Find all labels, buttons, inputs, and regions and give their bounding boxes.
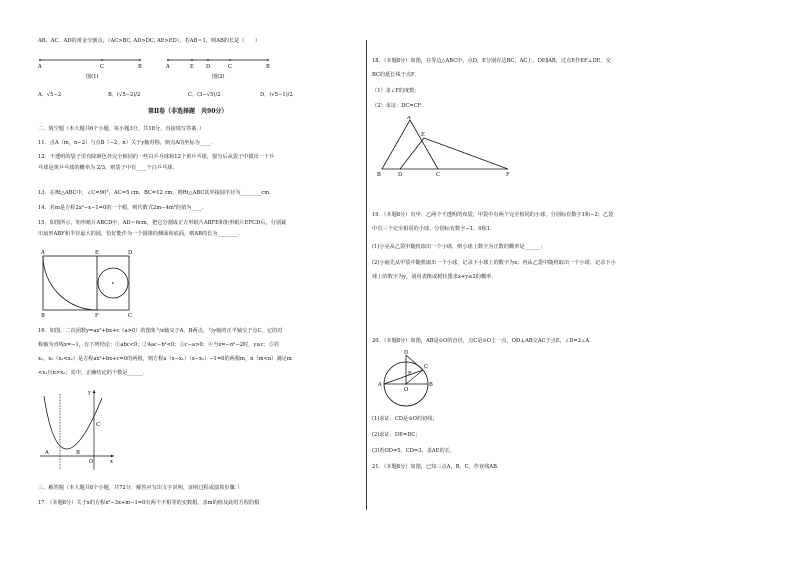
fill-heading: 二、填空题（本大题共6个小题，每小题3分，共18分，直接填写答案．） [38,126,205,132]
q10-option-d: D．(√5−1)/2 [260,92,293,98]
q18-sub2: （2）求证：DC=CF． [372,103,427,109]
q16-line4: <x₁且n>x₂；其中，正确结论的个数是______． [38,370,149,376]
section2-title: 第Ⅱ卷（非选择题 共90分） [148,108,228,115]
q19-line2: 中有三个完全相同的小球，分别标有数字−1，0和1． [372,226,496,232]
q18-line2: BC的延长线于点F． [372,72,420,78]
q18-line1: 18．（本题8分）如图，在等边△ABC中，点D，E分别在边BC，AC上，DE∥AB，过点E作EF⊥DE，交 [372,58,611,64]
q12-line1: 12．不透明的袋子里有除颜色外完全相同的一些白乒乓球和12个黄乒乓球，搅匀后从袋子中摸出一个乒 [38,154,275,160]
fig15-label-c: C [128,313,132,319]
fig20-label-c: C [424,364,428,370]
q10-option-b: B．(√5−2)/2 [108,92,141,98]
q20-sub2: (2)求证：DE=DC； [372,432,421,438]
fig2-label-e: E [190,64,194,70]
q16-line1: 16．如图，二次函数y=ax²+bx+c（a>0）的图象与x轴交于A，B两点，与y轴的正半轴交于点C，它的对 [38,328,283,334]
fig1-caption: 图(1) [86,74,99,80]
q10-figure1 [36,54,146,82]
q16-figure [38,386,118,472]
fig20-label-d: D [404,350,409,356]
column-divider [366,40,367,510]
fig20-label-o: O [404,387,409,393]
fig15-label-d: D [128,250,133,256]
fig15-label-e: E [95,250,99,256]
fig18-label-e: E [421,132,425,138]
q15-line1: 15．如图所示，矩形纸片ABCD中，AD＝6cm，把它分割成正方形纸片ABFE和矩形纸片EFCD后，分别裁 [38,220,287,226]
q19-sub2-line1: (2)小丽先从甲袋中随机取出一个小球，记录下小球上的数字为x；再从乙袋中随机取出一个小球，记录下小 [372,260,616,266]
fig20-label-b: B [429,382,433,388]
fig2-caption: 图(2) [212,74,225,80]
q10-stem: AB、AC、AD的黄金分割点，（AC>BC, AD>DC, AE>ED），若AB＝1，则AB的长是（ ） [38,38,261,44]
fig15-label-f: F [95,313,99,319]
q15-line2: 出扇形ABF和半径最大的圆，恰好能作为一个圆锥的侧面和底面，则AB的长为________． [38,231,244,237]
q10-option-c: C．(3−√5)/2 [188,92,221,98]
fig1-label-a: A [38,64,42,70]
q12-line2: 乓球是黄乒乓球的概率为 2/3，则袋子中有____个白乒乓球． [38,165,178,171]
q13: 13．在Rt△ABC中，∠C=90°，AC=5 cm，BC=12 cm，则Rt△ABC其外接圆半径为________cm． [38,190,275,196]
fig18-label-a: A [407,116,411,121]
fig15-label-a: A [41,250,45,256]
fig15-label-b: B [41,313,45,319]
q19-sub2-line2: 球上的数字为y，请用表格或树状图求x+y≤2的概率． [372,274,497,280]
q19-line1: 19．（本题8分）有甲、乙两个不透明的布袋，甲袋中有两个完全相同的小球，分别标有数字1和−2；乙袋 [372,212,614,218]
fig20-label-e: E [408,371,412,377]
q20-figure [378,348,442,410]
fig16-label-c: C [96,422,100,428]
fig16-label-b: B [76,450,80,456]
fig20-label-a: A [378,382,382,388]
answer-heading: 三、解答题（本大题共8个小题，共72分．解答应写出文字说明、证明过程或演算步骤．） [38,485,243,491]
fig18-label-b: B [377,172,381,178]
fig2-label-c: C [228,64,232,70]
fig1-label-b: B [138,64,142,70]
q11: 11．点A（m，n−2）与点B（−2，n）关于y轴对称，则点A的坐标为____． [38,140,216,146]
fig18-label-f: F [506,172,510,178]
fig2-label-d: D [206,64,211,70]
q21: 21．（本题8分）如图，已知三点A，B，C，作直线AB． [372,464,503,470]
fig2-label-a: A [166,64,170,70]
fig18-label-c: C [436,172,440,178]
q16-line2: 称轴为直线x=−1，有下列结论：①abc<0；②4ac−b²<0；③c−a>0；④当x=−n²−2时，y≥c；⑤若 [38,342,280,348]
fig1-label-c: C [100,64,104,70]
q16-line3: x₁，x₂（x₁<x₂）是方程ax²+bx+c=0的两根，则方程a（x−x₁）（x−x₂）−1=0的两根m，n（m<n）满足m [38,356,292,362]
fig16-label-o: O [89,459,94,465]
q10-option-a: A．√5−2 [38,92,62,98]
q19-sub1: (1)小亮从乙袋中随机取出一个小球，则小球上数字为正数的概率是______； [372,244,546,250]
fig16-label-x: x [110,459,113,465]
fig18-label-d: D [398,172,403,178]
q20-line1: 20．（本题8分）如图，AB是⊙O的直径，点C是⊙O上一点，OD⊥AB交AC于点E，∠D=2∠A． [372,338,595,344]
q18-sub1: （1）求∠F的度数； [372,88,420,94]
q20-sub1: (1)求证：CD是⊙O的切线； [372,416,438,422]
q10-figure2 [164,54,274,82]
q20-sub3: (3)若OD=5，CD=3，求AE的长． [372,448,456,454]
fig2-label-b: B [266,64,270,70]
q17: 17．（本题8分）关于x的方程x²−3x+m−1=0有两个不相等的实数根，求m的值及此时方程的根 [38,500,260,506]
q15-figure [38,250,138,320]
q14: 14．若m是方程2x²−x−1=0的一个根，则代数式2m−4m²的值为____． [38,205,208,211]
fig16-label-y: y [88,390,91,396]
fig16-label-a: A [45,450,49,456]
q18-figure [376,116,516,178]
